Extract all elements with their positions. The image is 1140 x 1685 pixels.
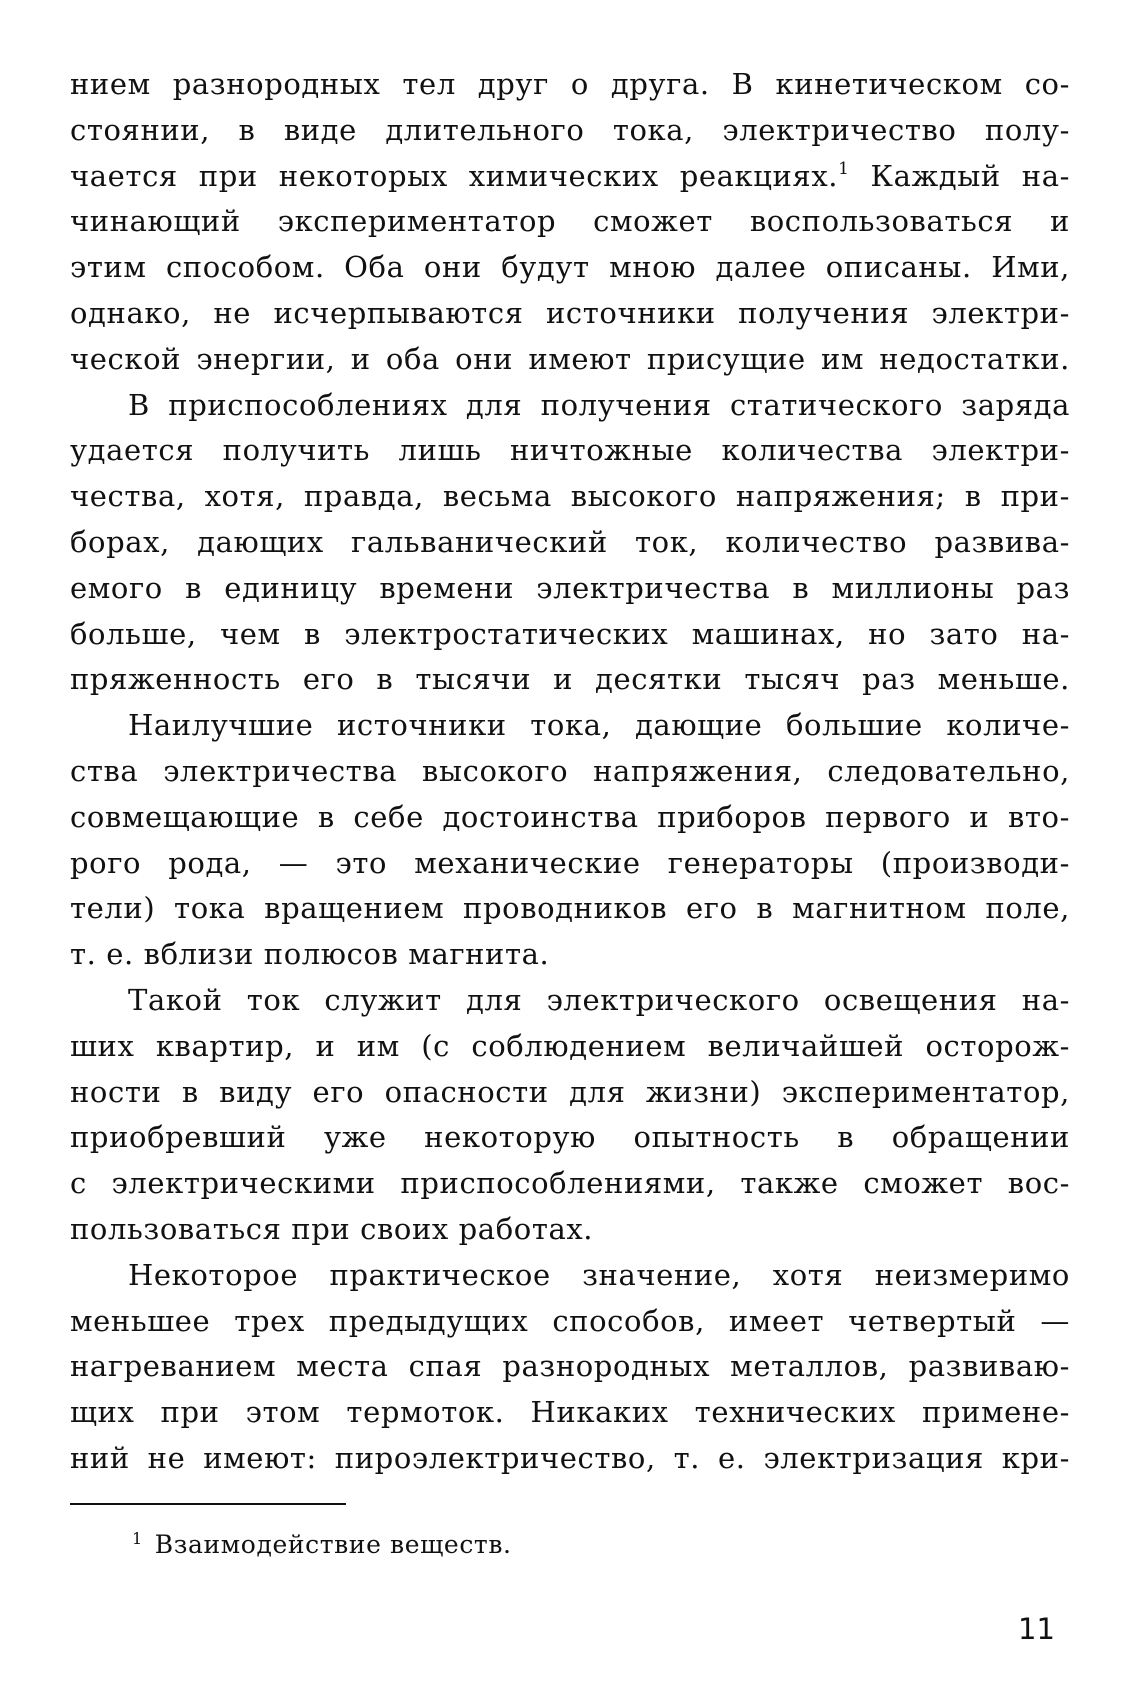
- text-line: т. е. вблизи полюсов магнита.: [70, 937, 550, 972]
- text-line: удается получить лишь ничтожные количества электри-: [70, 433, 1070, 468]
- footnote-mark: 1: [132, 1529, 143, 1548]
- text-line-part: Каждый на-: [870, 158, 1070, 193]
- text-line: пользоваться при своих работах.: [70, 1211, 594, 1246]
- text-line: емого в единицу времени электричества в миллионы раз: [70, 570, 1070, 605]
- paragraph-3: [70, 703, 1070, 978]
- paragraph-1: [70, 62, 1070, 383]
- text-line: ства электричества высокого напряжения, следовательно,: [70, 753, 1070, 788]
- text-line: В приспособлениях для получения статического заряда: [128, 387, 1070, 422]
- text-line: приобревший уже некоторую опытность в обращении: [70, 1120, 1070, 1155]
- text-line: пряженность его в тысячи и десятки тысяч раз меньше.: [70, 662, 1070, 697]
- page-body: [70, 62, 1070, 1482]
- text-line: борах, дающих гальванический ток, количество развива-: [70, 524, 1070, 559]
- text-line: этим способом. Оба они будут мною далее описаны. Ими,: [70, 250, 1070, 285]
- footnote-reference: 1: [838, 158, 850, 179]
- paragraph-4: [70, 978, 1070, 1253]
- text-line: нагреванием места спая разнородных металлов, развиваю-: [70, 1349, 1070, 1384]
- text-line: нием разнородных тел друг о друга. В кинетическом со-: [70, 67, 1070, 101]
- footnote-text: Взаимодействие веществ.: [154, 1530, 512, 1559]
- text-line: [70, 154, 1070, 200]
- text-line: совмещающие в себе достоинства приборов первого и вто-: [70, 799, 1070, 834]
- footnote: [132, 1530, 512, 1559]
- text-line: меньшее трех предыдущих способов, имеет четвертый —: [70, 1303, 1070, 1338]
- paragraph-5: [70, 1253, 1070, 1482]
- text-line: ний не имеют: пироэлектричество, т. е. электризация кри-: [70, 1440, 1070, 1475]
- paragraph-2: [70, 383, 1070, 704]
- text-line: ности в виду его опасности для жизни) экспериментатор,: [70, 1074, 1070, 1109]
- text-line: больше, чем в электростатических машинах, но зато на-: [70, 616, 1070, 651]
- text-line: тели) тока вращением проводников его в магнитном поле,: [70, 891, 1070, 926]
- page-number: 11: [1018, 1612, 1055, 1646]
- text-line: с электрическими приспособлениями, также сможет вос-: [70, 1166, 1070, 1201]
- text-line-part: чается при некоторых химических реакциях.: [70, 158, 839, 193]
- text-line: щих при этом термоток. Никаких технических примене-: [70, 1395, 1070, 1430]
- text-line: рого рода, — это механические генераторы (производи-: [70, 845, 1070, 880]
- text-line: однако, не исчерпываются источники получения электри-: [70, 295, 1070, 330]
- text-line: чинающий экспериментатор сможет воспользоваться и: [70, 204, 1070, 239]
- text-line: ших квартир, и им (с соблюдением величайшей осторож-: [70, 1028, 1070, 1063]
- text-line: стоянии, в виде длительного тока, электричество полу-: [70, 112, 1070, 147]
- text-line: Такой ток служит для электрического освещения на-: [128, 982, 1070, 1017]
- footnote-separator: [70, 1503, 346, 1505]
- text-line: ческой энергии, и оба они имеют присущие им недостатки.: [70, 341, 1070, 376]
- text-line: Некоторое практическое значение, хотя неизмеримо: [128, 1257, 1070, 1292]
- text-line: чества, хотя, правда, весьма высокого напряжения; в при-: [70, 479, 1070, 514]
- text-line: Наилучшие источники тока, дающие большие количе-: [128, 708, 1070, 743]
